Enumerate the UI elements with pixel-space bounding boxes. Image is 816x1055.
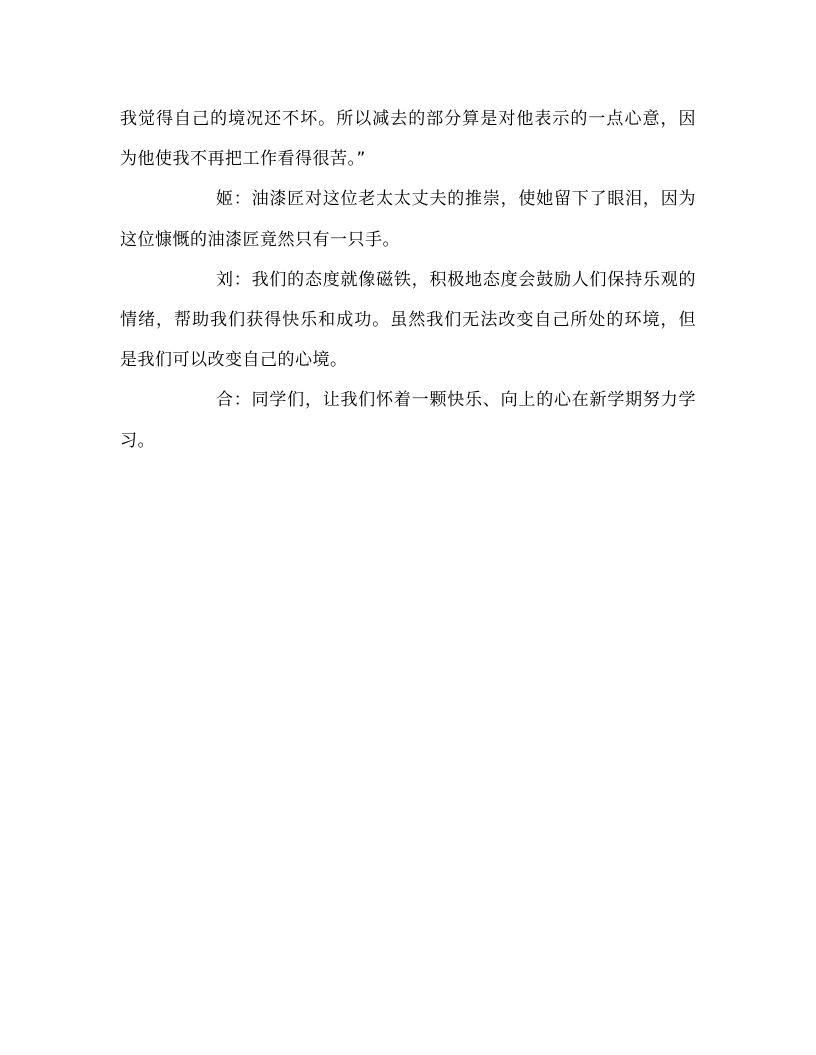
paragraph-liu: 刘：我们的态度就像磁铁，积极地态度会鼓励人们保持乐观的情绪，帮助我们获得快乐和成功。虽然我们无法改变自己所处的环境，但是我们可以改变自己的心境。 (120, 269, 696, 371)
paragraph-continuation: 我觉得自己的境况还不坏。所以减去的部分算是对他表示的一点心意，因为他使我不再把工作看得很苦。” (120, 109, 696, 170)
document-body (120, 99, 696, 461)
paragraph-together: 合：同学们，让我们怀着一颗快乐、向上的心在新学期努力学习。 (120, 390, 696, 451)
paragraph-ji: 姬：油漆匠对这位老太太丈夫的推崇，使她留下了眼泪，因为这位慷慨的油漆匠竟然只有一只手。 (120, 189, 696, 250)
